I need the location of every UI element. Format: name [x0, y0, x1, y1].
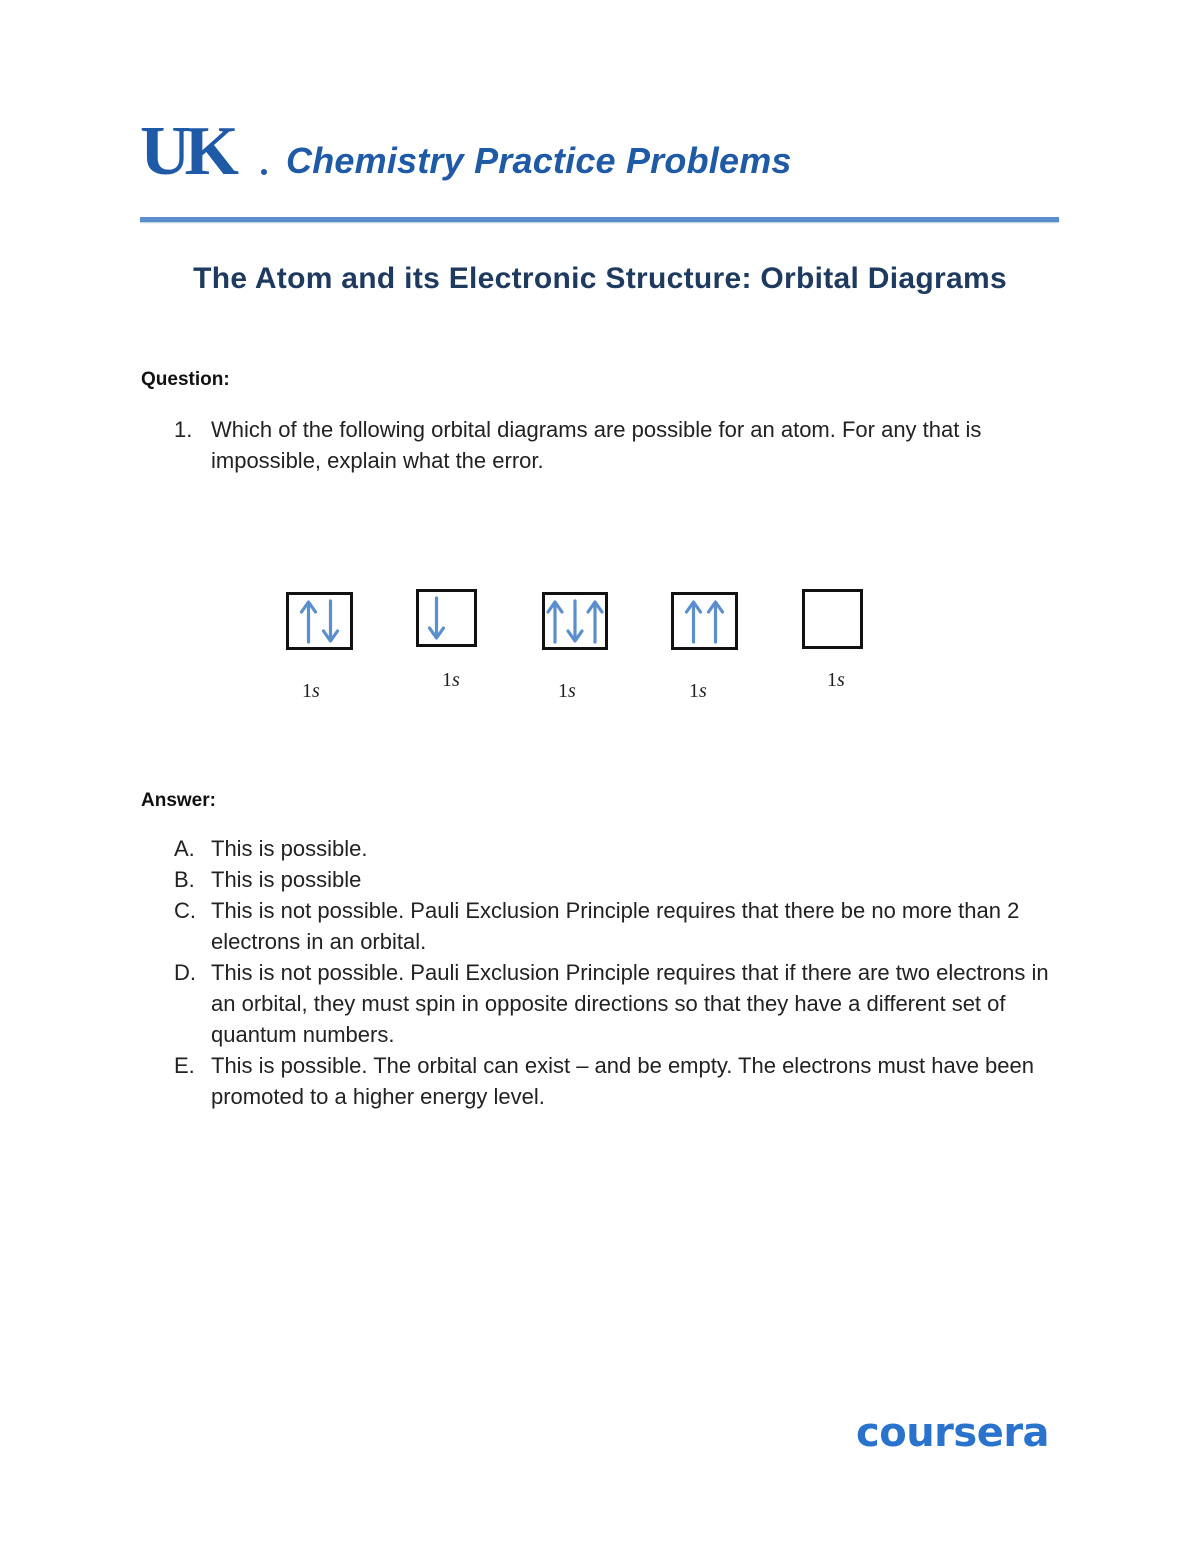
answer-item — [174, 864, 1064, 895]
header-title: Chemistry Practice Problems — [286, 140, 792, 181]
answer-text: This is possible — [211, 867, 362, 892]
answer-text: This is possible. The orbital can exist – and be empty. The electrons must have been promoted to a higher energy level. — [211, 1053, 1035, 1109]
orbital-label: 1s — [302, 680, 320, 702]
electron-arrows — [545, 595, 605, 647]
orbital-box — [416, 589, 477, 647]
question-text: Which of the following orbital diagrams are possible for an atom. For any that is impossible, explain what the error. — [211, 417, 982, 473]
electron-up-arrow-icon — [687, 602, 701, 642]
answer-item — [174, 895, 1064, 957]
electron-up-arrow-icon — [548, 602, 562, 642]
question-item — [174, 414, 1064, 476]
electron-down-arrow-icon — [430, 598, 444, 638]
answer-letter: B. — [174, 867, 195, 892]
electron-arrows — [419, 592, 474, 644]
uk-logo — [140, 118, 270, 182]
electron-up-arrow-icon — [302, 602, 316, 642]
answer-text: This is not possible. Pauli Exclusion Principle requires that there be no more than 2 electrons in an orbital. — [211, 898, 1020, 954]
page-header — [140, 118, 1060, 190]
electron-arrows — [805, 592, 860, 646]
orbital-box — [542, 592, 608, 650]
orbital-box — [671, 592, 738, 650]
answer-text: This is not possible. Pauli Exclusion Principle requires that if there are two electrons in an orbital, they must spin in opposite directions so that they have a different set of quantum numbers. — [211, 960, 1049, 1047]
svg-text:UK: UK — [140, 118, 233, 182]
orbital-label: 1s — [689, 680, 707, 702]
question-label: Question: — [141, 369, 230, 390]
answer-item — [174, 957, 1064, 1050]
answer-item — [174, 1050, 1064, 1112]
answer-list — [174, 833, 1064, 1112]
orbital-box — [802, 589, 863, 649]
electron-arrows — [674, 595, 735, 647]
orbital-diagrams — [0, 585, 1200, 705]
orbital-label: 1s — [827, 669, 845, 691]
orbital-label: 1s — [558, 680, 576, 702]
answer-letter: C. — [174, 898, 196, 923]
answer-letter: A. — [174, 836, 195, 861]
electron-down-arrow-icon — [568, 601, 582, 641]
electron-up-arrow-icon — [709, 602, 723, 642]
question-number: 1. — [174, 417, 193, 442]
electron-up-arrow-icon — [588, 602, 602, 642]
orbital-box — [286, 592, 353, 650]
answer-letter: E. — [174, 1053, 195, 1078]
orbital-label: 1s — [442, 669, 460, 691]
electron-arrows — [289, 595, 350, 647]
coursera-logo: coursera — [856, 1410, 1050, 1456]
question-list — [174, 414, 1064, 476]
answer-label: Answer: — [141, 790, 216, 811]
answer-letter: D. — [174, 960, 196, 985]
electron-down-arrow-icon — [324, 601, 338, 641]
document-title: The Atom and its Electronic Structure: Orbital Diagrams — [193, 262, 1007, 295]
answer-text: This is possible. — [211, 836, 368, 861]
header-divider — [140, 217, 1059, 222]
answer-item — [174, 833, 1064, 864]
